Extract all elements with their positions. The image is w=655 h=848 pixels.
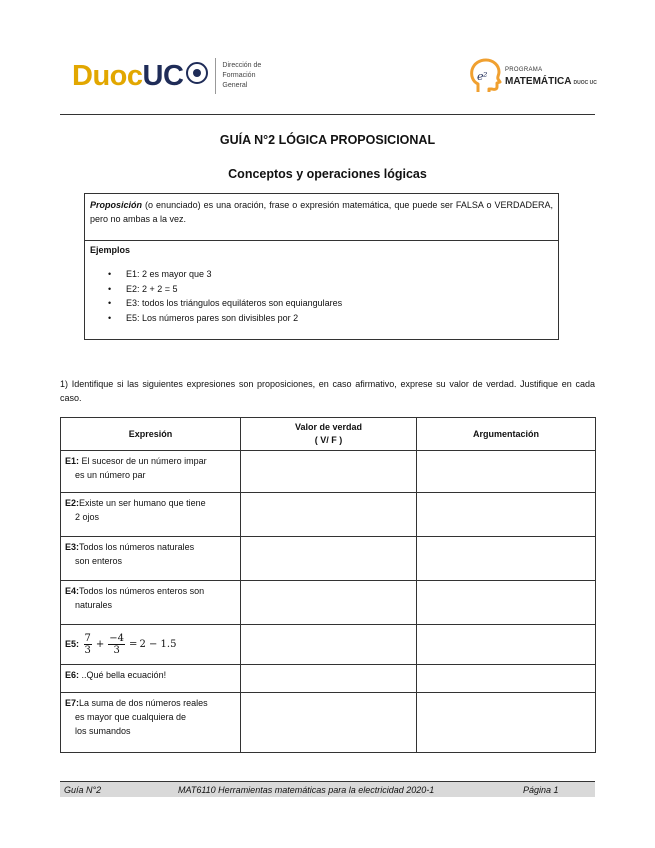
example-item: • E3: todos los triángulos equiláteros son equiangulares	[126, 296, 558, 311]
row-text: naturales	[75, 600, 113, 610]
header-expression: Expresión	[61, 418, 241, 451]
examples-heading: Ejemplos	[90, 245, 131, 255]
numerator: −4	[109, 633, 125, 644]
truth-value-cell[interactable]	[241, 693, 417, 753]
footer-course: MAT6110 Herramientas matemáticas para la electricidad 2020-1	[178, 784, 435, 795]
denominator: 3	[113, 645, 120, 656]
row-text: Todos los números enteros son	[79, 586, 205, 596]
row-text: ..Qué bella ecuación!	[79, 670, 167, 680]
truth-value-cell[interactable]	[241, 665, 417, 693]
expression-cell	[61, 693, 241, 753]
program-name	[505, 65, 597, 88]
row-label: E2:	[65, 498, 80, 508]
table-row	[61, 581, 596, 625]
program-line-2: MATEMÁTICA	[505, 75, 572, 87]
row-label: E3:	[65, 542, 80, 552]
example-item: • E1: 2 es mayor que 3	[126, 267, 558, 282]
logo-brand-duoc: Duoc	[72, 59, 143, 92]
svg-text:e: e	[477, 70, 484, 83]
expression-cell	[61, 537, 241, 581]
table-row	[61, 625, 596, 665]
row-text: Existe un ser humano que tiene	[79, 498, 206, 508]
denominator: 3	[84, 645, 91, 656]
fraction	[84, 633, 92, 656]
definition-body: (o enunciado) es una oración, frase o expresión matemática, que puede ser FALSA o VERDADERA, pero no ambas a la vez.	[90, 200, 553, 224]
row-text: Todos los números naturales	[79, 542, 195, 552]
argument-cell[interactable]	[417, 451, 596, 493]
exercise-table	[60, 417, 596, 753]
header-rule	[60, 114, 595, 115]
row-label: E4:	[65, 586, 80, 596]
argument-cell[interactable]	[417, 581, 596, 625]
argument-cell[interactable]	[417, 665, 596, 693]
truth-value-cell[interactable]	[241, 451, 417, 493]
row-text: 2 ojos	[75, 512, 100, 522]
expression-cell	[61, 625, 241, 665]
table-row	[61, 537, 596, 581]
truth-value-cell[interactable]	[241, 625, 417, 665]
row-label: E6:	[65, 670, 80, 680]
footer-guide: Guía N°2	[64, 784, 102, 795]
definition-text	[85, 194, 558, 241]
footer-page-number: Página 1	[523, 784, 559, 795]
argument-cell[interactable]	[417, 693, 596, 753]
row-label: E1:	[65, 456, 80, 466]
logo-subtitle	[222, 61, 261, 91]
row-label: E7:	[65, 698, 80, 708]
equals-sign: =	[129, 638, 138, 650]
duoc-uc-logo	[72, 56, 261, 96]
logo-brand-uc: UC	[142, 59, 184, 92]
table-row	[61, 665, 596, 693]
expression-cell	[61, 581, 241, 625]
math-expression	[82, 633, 177, 656]
argument-cell[interactable]	[417, 537, 596, 581]
row-text: es un número par	[75, 470, 146, 480]
svg-text:²: ²	[483, 70, 488, 83]
row-text: los sumandos	[75, 726, 131, 736]
row-text: La suma de dos números reales	[79, 698, 208, 708]
definition-box	[84, 193, 559, 340]
document-title: GUÍA N°2 LÓGICA PROPOSICIONAL	[219, 133, 436, 147]
argument-cell[interactable]	[417, 625, 596, 665]
row-label: E5:	[65, 638, 80, 649]
right-hand-side: 2 − 1.5	[139, 638, 177, 650]
example-item: • E5: Los números pares son divisibles por 2	[126, 311, 558, 326]
exercise-question: 1) Identifique si las siguientes expresiones son proposiciones, en caso afirmativo, exprese su valor de verdad. Justifique en cada caso.	[60, 379, 595, 403]
example-item: • E2: 2 + 2 = 5	[126, 282, 558, 297]
row-text: son enteros	[75, 556, 123, 566]
truth-value-cell[interactable]	[241, 493, 417, 537]
logo-divider	[215, 58, 216, 94]
row-text: El sucesor de un número impar	[79, 456, 207, 466]
table-row	[61, 493, 596, 537]
header-truth-line-1: Valor de verdad	[294, 422, 363, 432]
examples-list	[85, 267, 558, 325]
truth-value-cell[interactable]	[241, 537, 417, 581]
program-line-1: PROGRAMA	[505, 66, 543, 73]
program-line-3: DUOC UC	[573, 79, 597, 86]
header-truth-line-2: ( V/ F )	[314, 435, 343, 445]
fraction	[108, 633, 125, 656]
table-row	[61, 451, 596, 493]
head-profile-icon	[468, 58, 502, 94]
definition-term: Proposición	[90, 200, 143, 210]
expression-cell	[61, 451, 241, 493]
truth-value-cell[interactable]	[241, 581, 417, 625]
page-footer	[60, 781, 595, 797]
argument-cell[interactable]	[417, 493, 596, 537]
numerator: 7	[84, 633, 91, 644]
logo-subtitle-line: Dirección de	[222, 62, 262, 69]
table-header-row	[61, 418, 596, 451]
document-subtitle: Conceptos y operaciones lógicas	[228, 167, 427, 181]
seal-icon	[186, 62, 208, 84]
logo-subtitle-line: General	[222, 82, 248, 89]
table-row	[61, 693, 596, 753]
expression-cell	[61, 493, 241, 537]
row-text: es mayor que cualquiera de	[75, 712, 187, 722]
expression-cell	[61, 665, 241, 693]
header-truth-value	[241, 418, 417, 451]
logo-subtitle-line: Formación	[222, 72, 256, 79]
programa-matematica-logo	[468, 56, 597, 96]
header-argument: Argumentación	[417, 418, 596, 451]
plus-sign: +	[95, 638, 105, 650]
